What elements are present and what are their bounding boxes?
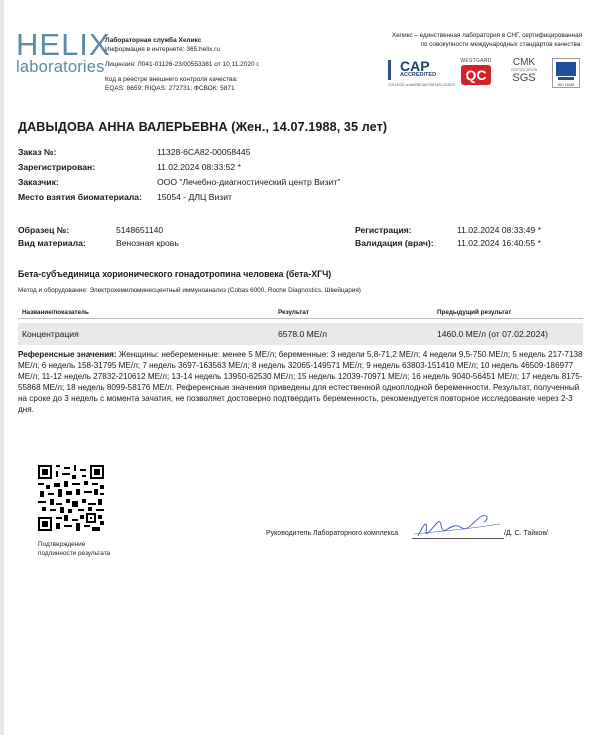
order-value: 11328-6CA82-00058445 — [157, 147, 251, 157]
col-result-header: Результат — [278, 309, 309, 316]
registered-label: Зарегистрирован: — [18, 162, 96, 172]
registered-value: 11.02.2024 08:33:52 * — [157, 162, 241, 172]
place-label: Место взятия биоматериала: — [18, 192, 142, 202]
lab-website: Информация в интернете: 365.helix.ru — [105, 46, 220, 53]
cert-note-line-2: по совокупности международных стандартов качества: — [420, 40, 582, 48]
material-label: Вид материала: — [18, 238, 86, 248]
cap-accredited-logo — [388, 58, 456, 90]
logo-main-text: HELIX — [16, 27, 111, 62]
row-previous: 1460.0 МЕ/л (от 07.02.2024) — [437, 329, 549, 339]
lab-name: Лабораторная служба Хеликс — [105, 37, 202, 44]
row-name: Концентрация — [22, 329, 79, 339]
validation-value: 11.02.2024 16:40:55 * — [457, 238, 541, 248]
cap-title: CAP — [400, 58, 430, 74]
place-value: 15054 - ДЛЦ Визит — [157, 192, 232, 202]
col-prev-header: Предыдущий результат — [437, 309, 512, 316]
helix-logo — [16, 27, 111, 76]
iso-label: ISO 15189 — [557, 83, 575, 87]
cap-small-text: COLLEGE of AMERICAN PATHOLOGISTS — [388, 83, 456, 87]
qr-caption — [38, 540, 110, 558]
signature-line — [412, 538, 504, 539]
reference-label: Референсные значения: — [18, 350, 117, 359]
qr-code-icon — [38, 465, 104, 531]
logo-sub-text: laboratories — [16, 58, 105, 76]
qr-caption-line-1: Подтверждение — [38, 541, 86, 548]
sgs-label: SGS — [512, 72, 536, 84]
material-value: Венозная кровь — [116, 238, 179, 248]
signer-name: /Д. С. Тайков/ — [504, 530, 548, 537]
registration-value: 11.02.2024 08:33:49 * — [457, 225, 541, 235]
westgard-qc-logo — [458, 58, 494, 90]
page-edge — [0, 0, 4, 735]
customer-label: Заказчик: — [18, 177, 59, 187]
cap-emblem-icon — [388, 60, 398, 80]
study-title: Бета-субъединица хорионического гонадотропина человека (бета-ХГЧ) — [18, 269, 332, 279]
signer-label: Руководитель Лабораторного комплекса — [266, 530, 399, 537]
reference-values — [18, 349, 583, 415]
sample-value: 5148651140 — [116, 225, 164, 235]
sample-label: Образец №: — [18, 225, 70, 235]
col-name-header: Название/показатель — [22, 309, 89, 316]
table-row — [18, 323, 583, 345]
cert-note-line-1: Хеликс – единственная лаборатория в СНГ, сертифицированная — [392, 32, 582, 39]
validation-label: Валидация (врач): — [355, 238, 434, 248]
results-table — [18, 307, 583, 345]
license-line: Лицензия: Л041-01126-23/00553381 от 10.11.2020 г. — [105, 61, 260, 68]
reference-text: Женщины: небеременные: менее 5 МЕ/л; беременные: 3 недели 5,8-71,2 МЕ/л; 4 недели 9,5-750 МЕ/л; 5 недель 217-7138 МЕ/л; 6 недель 158-31795 МЕ/л; 7 недель 3697-163563 МЕ/л; 8 недель 32065-149571 МЕ/л; 9 недель 63803-151410 МЕ/л; 10 недель 46509-186977 МЕ/л; 11-12 недель 27832-210612 МЕ/л; 13-14 недель 13950-62530 МЕ/л; 15 недель 12039-70971 МЕ/л; 16 недель 9040-56451 МЕ/л; 17 недель 8175-55868 МЕ/л; 18 недель 8099-58176 МЕ/л. Референсные значения приведены для естественной одноплодной беременности. Результат, полученный на сроке до 3 недель с момента зачатия, не позволяет достоверно подтвердить беременность, рекомендуется повторное исследование через 2-3 дня. — [18, 350, 583, 414]
method-line: Метод и оборудование: Электрохемилюминесцентный иммуноанализ (Cobas 6000, Roche Diagnostics, Швейцария) — [18, 287, 361, 294]
registry-line-1: Код в реестре внешнего контроля качества: — [105, 76, 238, 83]
lab-info-block — [105, 36, 260, 93]
certification-logos — [388, 58, 584, 94]
iso-15189-logo — [552, 58, 580, 88]
qc-badge: QC — [461, 65, 491, 85]
registry-line-2: EQAS: 8659; RIQAS: 272731; ФСВОК: 5871 — [105, 85, 235, 92]
iso-emblem-icon — [556, 62, 576, 76]
order-label: Заказ №: — [18, 147, 57, 157]
cmk-sgs-logo — [506, 58, 542, 92]
westgard-label: WESTGARD — [460, 58, 492, 64]
table-header — [18, 307, 583, 319]
qr-caption-line-2: подлинности результата — [38, 550, 111, 557]
customer-value: ООО "Лечебно-диагностический центр Визит" — [157, 177, 341, 187]
certification-note — [372, 32, 582, 49]
row-result: 6578.0 МЕ/л — [278, 329, 327, 339]
cap-subtitle: ACCREDITED — [400, 72, 437, 78]
cmk-mid: CERTIFICATION — [510, 68, 538, 72]
patient-name: ДАВЫДОВА АННА ВАЛЕРЬЕВНА (Жен., 14.07.1988, 35 лет) — [18, 120, 388, 134]
registration-label: Регистрация: — [355, 225, 412, 235]
cmk-title: CMK — [512, 57, 536, 68]
